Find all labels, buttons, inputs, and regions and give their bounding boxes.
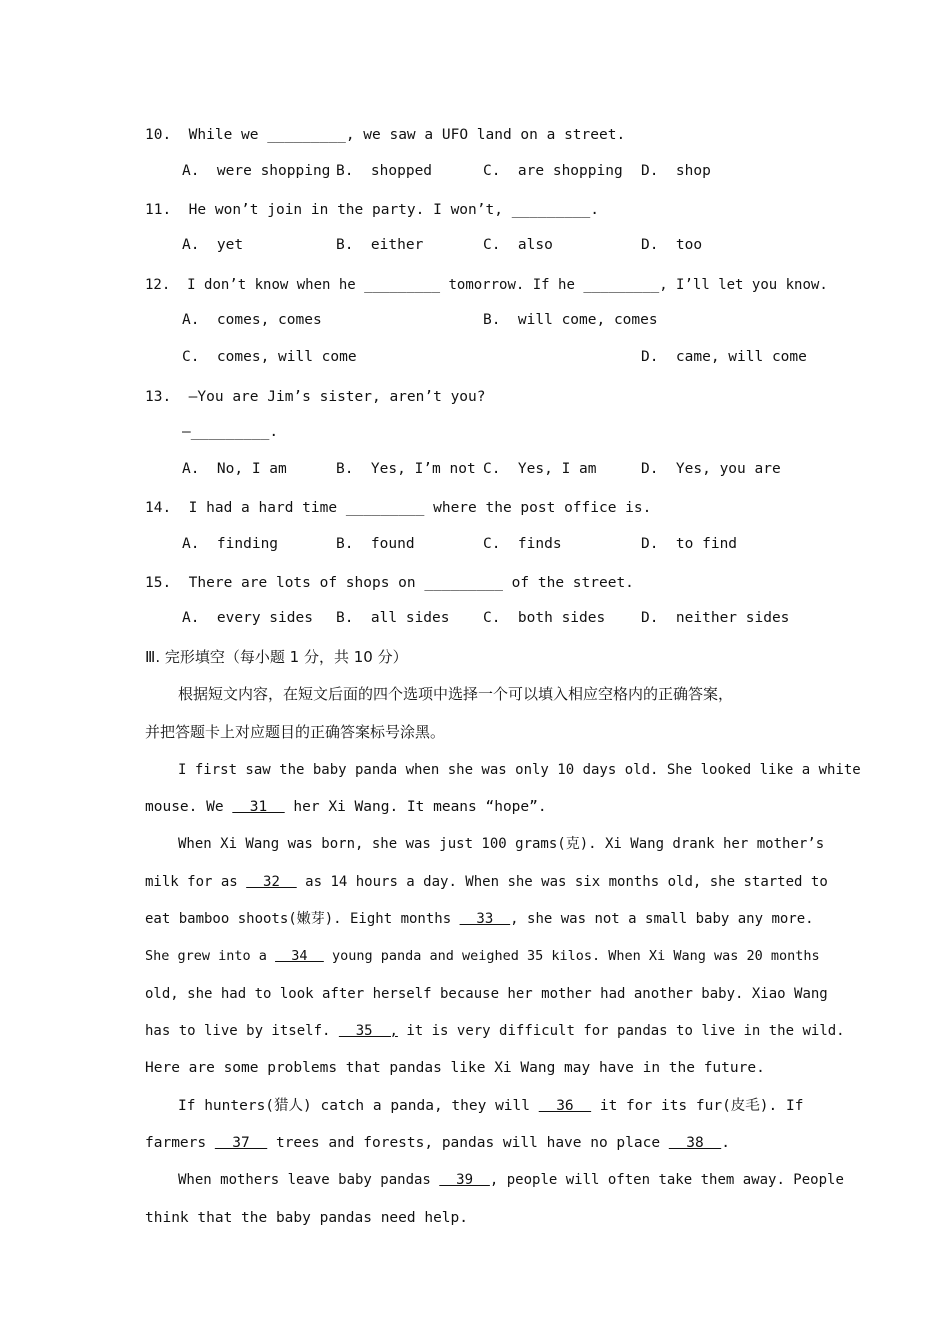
option-b: B. shopped bbox=[336, 163, 433, 179]
passage-text: If hunters(猎人) catch a panda, they will bbox=[178, 1098, 539, 1114]
passage-text: has to live by itself. bbox=[145, 1023, 339, 1039]
passage-text: it is very difficult for pandas to live in the wild. bbox=[397, 1023, 845, 1039]
question-number: 10. bbox=[145, 127, 172, 143]
question-text: While we bbox=[188, 127, 268, 143]
question-15 bbox=[145, 573, 815, 593]
cloze-blank-38: 38 bbox=[668, 1135, 722, 1151]
question-text: I had a hard time bbox=[188, 500, 346, 516]
option-c: C. are shopping bbox=[483, 163, 623, 179]
answer-blank: _________ bbox=[345, 500, 425, 516]
passage-text: eat bamboo shoots(嫩芽). Eight months bbox=[145, 911, 460, 927]
question-text: He won’t join in the party. I won’t, bbox=[188, 202, 512, 218]
passage-text: as 14 hours a day. When she was six months old, she started to bbox=[296, 874, 828, 890]
option-c: C. comes, will come bbox=[182, 349, 357, 365]
answer-blank: _________ bbox=[424, 575, 503, 591]
option-b: B. either bbox=[336, 237, 424, 253]
cloze-blank-31: 31 bbox=[232, 799, 285, 815]
reply-line bbox=[182, 424, 278, 440]
option-a: A. every sides bbox=[182, 610, 313, 626]
question-text: tomorrow. If he bbox=[440, 277, 584, 293]
cloze-blank-33: 33 bbox=[459, 911, 511, 927]
question-text: I don’t know when he bbox=[187, 277, 365, 293]
passage-line: When Xi Wang was born, she was just 100 grams(克). Xi Wang drank her mother’s bbox=[178, 836, 825, 852]
passage-text: milk for as bbox=[145, 874, 247, 890]
option-a: A. were shopping bbox=[182, 163, 331, 179]
passage-text: it for its fur(皮毛). If bbox=[591, 1098, 804, 1114]
question-text: , I’ll let you know. bbox=[659, 277, 828, 293]
option-d: D. shop bbox=[641, 163, 711, 179]
question-text: There are lots of shops on bbox=[188, 575, 425, 591]
cloze-blank-32: 32 bbox=[246, 874, 297, 890]
option-c: C. Yes, I am bbox=[483, 461, 597, 477]
question-number: 15. bbox=[145, 575, 172, 591]
option-b: B. all sides bbox=[336, 610, 450, 626]
cloze-blank-36: 36 bbox=[538, 1098, 592, 1114]
question-number: 13. bbox=[145, 389, 172, 405]
passage-line: Here are some problems that pandas like Xi Wang may have in the future. bbox=[145, 1060, 765, 1076]
option-d: D. neither sides bbox=[641, 610, 790, 626]
passage-line bbox=[145, 1133, 815, 1153]
passage-line bbox=[145, 797, 815, 817]
question-text: —You are Jim’s sister, aren’t you? bbox=[188, 389, 486, 405]
question-12 bbox=[145, 275, 828, 295]
option-a: A. comes, comes bbox=[182, 312, 322, 328]
question-number: 11. bbox=[145, 202, 172, 218]
cloze-blank-35: 35 , bbox=[338, 1023, 398, 1039]
passage-line bbox=[178, 1096, 848, 1116]
passage-text: mouse. We bbox=[145, 799, 233, 815]
passage-text: When mothers leave baby pandas bbox=[178, 1172, 440, 1188]
passage-line bbox=[145, 872, 828, 892]
option-d: D. too bbox=[641, 237, 703, 253]
option-b: B. will come, comes bbox=[483, 312, 658, 328]
question-11 bbox=[145, 200, 815, 220]
question-text: of the street. bbox=[502, 575, 634, 591]
option-c: C. also bbox=[483, 237, 553, 253]
option-b: B. found bbox=[336, 536, 415, 552]
passage-line: old, she had to look after herself because her mother had another baby. Xiao Wang bbox=[145, 986, 828, 1002]
passage-line bbox=[178, 1170, 848, 1190]
passage-text: her Xi Wang. It means “hope”. bbox=[284, 799, 547, 815]
option-d: D. to find bbox=[641, 536, 738, 552]
cloze-blank-39: 39 bbox=[439, 1172, 490, 1188]
passage-text: She grew into a bbox=[145, 948, 276, 964]
option-b: B. Yes, I’m not bbox=[336, 461, 476, 477]
question-text: , we saw a UFO land on a street. bbox=[345, 127, 626, 143]
passage-line: think that the baby pandas need help. bbox=[145, 1210, 469, 1226]
question-13 bbox=[145, 387, 815, 407]
passage-text: . bbox=[721, 1135, 730, 1151]
passage-line bbox=[145, 1021, 845, 1041]
answer-blank: _________ bbox=[583, 277, 660, 293]
option-d: D. Yes, you are bbox=[641, 461, 781, 477]
period: . bbox=[269, 424, 279, 440]
dash: — bbox=[182, 424, 191, 440]
question-10 bbox=[145, 125, 815, 145]
question-text: where the post office is. bbox=[424, 500, 652, 516]
cloze-blank-34: 34 bbox=[275, 948, 324, 964]
instruction-text: 并把答题卡上对应题目的正确答案标号涂黑。 bbox=[145, 723, 446, 741]
instruction-text: 根据短文内容，在短文后面的四个选项中选择一个可以填入相应空格内的正确答案， bbox=[178, 685, 734, 703]
option-a: A. finding bbox=[182, 536, 279, 552]
question-text: . bbox=[590, 202, 599, 218]
answer-blank: _________ bbox=[364, 277, 441, 293]
passage-text: farmers bbox=[145, 1135, 215, 1151]
cloze-blank-37: 37 bbox=[214, 1135, 268, 1151]
question-14 bbox=[145, 498, 815, 518]
option-a: A. No, I am bbox=[182, 461, 287, 477]
answer-blank: _________ bbox=[267, 127, 346, 143]
passage-line bbox=[145, 946, 820, 966]
answer-blank: _________ bbox=[190, 424, 270, 440]
passage-line: I first saw the baby panda when she was only 10 days old. She looked like a white bbox=[178, 762, 861, 778]
passage-line bbox=[145, 909, 815, 929]
passage-text: , people will often take them away. People bbox=[489, 1172, 844, 1188]
option-a: A. yet bbox=[182, 237, 244, 253]
passage-text: , she was not a small baby any more. bbox=[510, 911, 814, 927]
option-d: D. came, will come bbox=[641, 349, 807, 365]
answer-blank: _________ bbox=[511, 202, 591, 218]
passage-text: young panda and weighed 35 kilos. When Xi Wang was 20 months bbox=[323, 948, 820, 964]
option-c: C. finds bbox=[483, 536, 562, 552]
option-c: C. both sides bbox=[483, 610, 606, 626]
question-number: 14. bbox=[145, 500, 172, 516]
section-heading: Ⅲ. 完形填空（每小题 1 分，共 10 分） bbox=[145, 648, 408, 666]
question-number: 12. bbox=[145, 277, 171, 293]
passage-text: trees and forests, pandas will have no place bbox=[267, 1135, 669, 1151]
